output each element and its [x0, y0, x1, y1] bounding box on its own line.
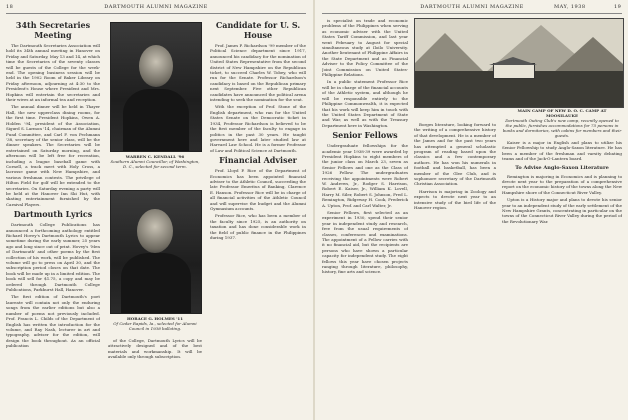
secretaries-para-2: The annual dinner will be held in Thayer Hall, the new upperclass dining rooms, for the first time. President Hopkins, Owen A. Holden '94, president of the Association, Sigurd S. Larmon '14, chairman of the Alumni Fund Committee, and Carl F. von Pechmann '38, secretary of the senior class, will be the dinner speakers. The Secretaries will be entertained on Saturday morning, and the afternoon will be left free for recreation, including a league baseball game with Cornell, a track meet with Holy Cross, a lacrosse game with New Hampshire, and various freshman contests. The privilege of Hilton Field for golf will be extended to the secretaries. On Saturday evening a party will be held at the Hanover Inn Ski Hut, with skating entertainment furnished by the Carnival Players.	[6, 104, 100, 207]
financial-adviser-heading: Financial Adviser	[219, 155, 297, 166]
portrait-name-holmes: HORACE G. HOLMES '11	[127, 316, 183, 321]
right-header-rule	[322, 13, 622, 14]
portrait-text-kendall: Southern Alumni Councillor, of Washington, D. C., selected for second term.	[110, 159, 200, 169]
landscape-title: MAIN CAMP OF NEW D. O. C. CAMP AT MOOSILAUKE	[517, 108, 607, 118]
landscape-caption-text: Dartmouth Outing Club's new camp, recently opened to the public, furnishes accommodations for 75 persons in bunks and dormitories, with cabins for members and their guests.	[502, 118, 622, 138]
landscape-caption	[502, 108, 622, 138]
right-issue-date: MAY, 1938	[554, 4, 586, 10]
lyrics-para-1: Dartmouth College Publications has announced a forthcoming anthology entitled Richard Hovey's Dartmouth Lyrics to appear sometime during the early summer, 25 years ago and long since out of print. Hovey's 'Men of Dartmouth' and other poems by the first collection of his work, will be published. The volume will go to press on April 30, and the subscription period closes on that date. The book will be made up in a limited edition. The book will sell for $1.75, a copy and may be ordered through Dartmouth College Publications, Parkhurst Hall, Hanover.	[6, 222, 100, 293]
fellows-para-7: Upton is a History major and plans to devote his senior year to an independent study of the early settlement of the New Hampshire Grants, concentrating in particular on the towns of the Connecticut River Valley during the period of the Revolutionary War.	[502, 197, 622, 224]
mountain-shape	[414, 33, 485, 73]
lyrics-para-2: The first edition of Dartmouth's poet laureate will contain not only the enduring songs from the earlier editions but also a number of poems not previously included. Prof. Francis L. Childs of the Department of English has written the introduction for the volume, and Ray Nash, lecturer in art and typography, adviser for the edition, will design the book throughout. As an official publication	[6, 294, 100, 349]
portrait-photo-kendall	[110, 22, 202, 152]
anglo-saxon-heading: To Advise Anglo-Saxon Literature	[515, 164, 609, 171]
left-column-1	[6, 18, 100, 416]
financial-para-1: Prof. Lloyd P. Rice of the Department of Economics has been appointed financial adviser to the Athletic Council, succeeding the late Professor Emeritus of Banking, Clarence E. Hanson. Professor Rice will be in charge of all financial activities of the Athletic Council and will supervise the budget and the Alumni Gymnasium accounts.	[210, 168, 306, 211]
left-page	[0, 0, 312, 420]
right-magazine-title: DARTMOUTH ALUMNI MAGAZINE	[420, 4, 524, 10]
fellows-para-6: Remington is majoring in Economics and is planning to devote next year to the preparation of a comprehensive report on the economic history of the towns along the New Hampshire shore of the Connecticut River Valley.	[502, 173, 622, 195]
portrait-text-holmes: Of Cedar Rapids, Ia., selected for Alumni Council in 1938 balloting.	[113, 321, 197, 331]
left-page-number: 18	[6, 4, 14, 10]
right-column-2	[414, 122, 496, 416]
mountain-shape	[553, 37, 624, 73]
portrait-coat	[123, 89, 189, 151]
camp-building	[493, 63, 535, 79]
financial-continued-2: In a public statement Professor Rice will be in charge of the financial accounts of the Athletic system, and although he will be responsible entirely to the Philippine Commonwealth, it is expected that his work will keep him in touch with the United States Department of State and War, as well as with the Treasury Department here in Washington.	[322, 79, 408, 128]
senior-fellows-para-1: Undergraduate fellowships for the academic year 1938-39 were awarded by President Hopkins to eight members of the junior class on March 23, seven as Senior Fellows and one as the Class of 1926 Fellow. The undergraduates receiving the appointments were Robert W. Andrews, Jr., Rodger S. Harrison, Robert E. Kaiser, Jr., William K. Lovell, Harry M. Siler, Robert S. Johnson, Fred L. Remington, Ridgeway H. Cook, Frederick A. Upton, Prof. and Carl Walter, Jr.	[322, 143, 408, 208]
left-magazine-title: DARTMOUTH ALUMNI MAGAZINE	[104, 4, 208, 10]
portrait-face	[137, 209, 173, 253]
page-gutter	[313, 0, 315, 420]
senior-fellows-para-2: Senior Fellows, first selected as an experiment in 1930, spend their senior year in independent study and research, free from the usual requirements of classes, conferences and examinations. The appointment of a Fellow carries with it no financial aid, but the recipients are persons who have shown a particular capacity for independent study. The eight fellows this year have chosen projects ranging through literature, philosophy, history, fine arts and science.	[322, 210, 408, 275]
financial-para-2: Professor Rice, who has been a member of the faculty since 1925, is an authority on taxation and has done considerable work in the field of public finance in the Philippines during 1937.	[210, 213, 306, 240]
camp-roof	[489, 57, 537, 65]
portrait-name-kendall: WARREN C. KENDALL '96	[125, 154, 185, 159]
portrait-face	[139, 45, 173, 87]
portrait-coat	[121, 253, 191, 313]
right-column-3	[502, 140, 622, 416]
left-header-rule	[6, 13, 306, 14]
candidate-para-2: With the exception of Prof. Stone of the English department, who ran for the United States Senate on the Democratic ticket in 1934, Professor Richardson is believed to be the first member of the faculty to engage in politics in the past 30 years. He taught government here and later studied law at Harvard Law School. He is a former Professor of Law and Political Science at Dartmouth.	[210, 104, 306, 153]
lyrics-continued: of the College, Dartmouth Lyrics will be attractively designed and of the best materials and workmanship. It will be available only through subscription.	[108, 338, 202, 360]
left-column-3	[210, 18, 306, 416]
fellows-para-3: Borges literature, looking forward to the writing of a comprehensive history of that development. He is a member of the James and for the past two years has attempted a general scholastic program of reading based upon the classics and a few contemporary authors. He has won his numerals in football and basketball, has been a member of the Glee Club, and is sophomore secretary of the Dartmouth Christian Association.	[414, 122, 496, 187]
camp-landscape-photo	[414, 18, 624, 108]
right-page	[316, 0, 628, 420]
candidate-para-1: Prof. James P. Richardson '99 member of the Political Science department since 1917, announced his candidacy for the nomination of United States Representative from the second district of New Hampshire on the Republican ticket, to succeed Charles W. Tobey, who will run for the Senate. Professor Richardson's candidacy is based on the Republican primary next September. Five other Republican candidates have announced the political arena intending to seek the nomination for the seat.	[210, 43, 306, 103]
fellows-para-5: Kaiser is a major in English and plans to utilize his Senior Fellowship to study Anglo-Saxon literature. He has been a member of the freshman and varsity debating teams and of the Jack-O-Lantern board.	[502, 140, 622, 162]
portrait-photo-holmes	[110, 190, 202, 314]
portrait-caption-kendall	[108, 154, 202, 169]
portrait-caption-holmes	[108, 316, 202, 331]
secretaries-meeting-heading: 34th Secretaries Meeting	[15, 20, 91, 40]
candidate-heading: Candidate for U. S. House	[215, 20, 301, 40]
right-column-1	[322, 18, 408, 416]
dartmouth-lyrics-heading: Dartmouth Lyrics	[13, 209, 93, 220]
financial-continued-1: is specialist on trade and economic problems of the Philippines when serving as economic adviser with the United States Tariff Commission, and last year went February to August for special simultaneous study at Iloilo University. Another lieutenant of Philippine Affairs in the State Department and as Financial Adviser to the Policy Committee of the Joint Commission on United States-Philippine Relations.	[322, 18, 408, 78]
fellows-para-4: Harrison is majoring in Zoology and expects to devote next year to an intensive study of the bird life of the Hanover region.	[414, 188, 496, 211]
secretaries-para-1: The Dartmouth Secretaries Association will hold its 34th annual meeting in Hanover on Friday and Saturday, May 13 and 14, at which time the Secretaries of the seventy classes will be guests of the College for the week-end. The opening business session will be held in the 1902 Room of Baker Library on Friday afternoon, adjourning at 4:30 to the President's House where President and Mrs. Hopkins will entertain the secretaries and their wives at an informal tea and reception.	[6, 43, 100, 103]
left-column-2-text	[108, 338, 202, 416]
senior-fellows-heading: Senior Fellows	[332, 130, 398, 141]
right-page-number: 19	[614, 4, 622, 10]
